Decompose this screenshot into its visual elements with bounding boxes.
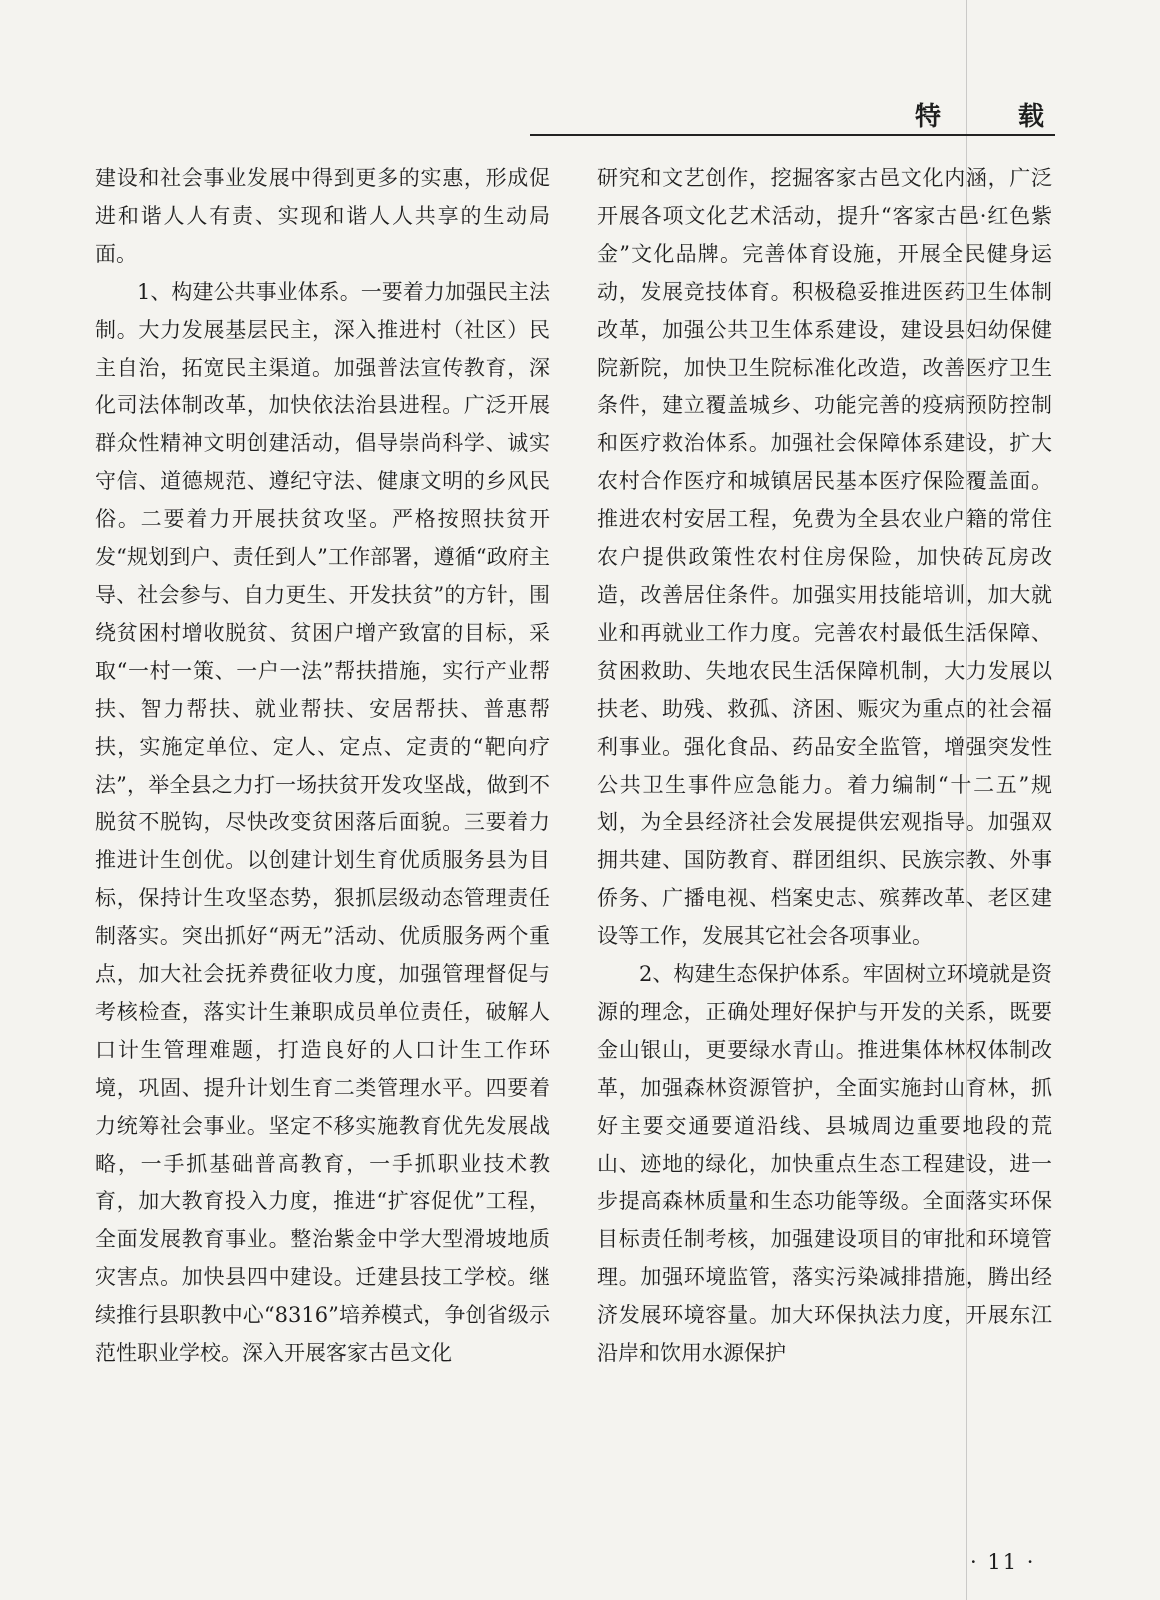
section-header-title: 特 载	[915, 102, 1079, 132]
paragraph-culture-health: 研究和文艺创作，挖掘客家古邑文化内涵，广泛开展各项文化艺术活动，提升“客家古邑·红色紫金”文化品牌。完善体育设施，开展全民健身运动，发展竞技体育。积极稳妥推进医药卫生体制改革，加强公共卫生体系建设，建设县妇幼保健院新院，加快卫生院标准化改造，改善医疗卫生条件，建立覆盖城乡、功能完善的疫病预防控制和医疗救治体系。加强社会保障体系建设，扩大农村合作医疗和城镇居民基本医疗保险覆盖面。推进农村安居工程，免费为全县农业户籍的常住农户提供政策性农村住房保险，加快砖瓦房改造，改善居住条件。加强实用技能培训，加大就业和再就业工作力度。完善农村最低生活保障、贫困救助、失地农民生活保障机制，大力发展以扶老、助残、救孤、济困、赈灾为重点的社会福利事业。强化食品、药品安全监管，增强突发性公共卫生事件应急能力。着力编制“十二五”规划，为全县经济社会发展提供宏观指导。加强双拥共建、国防教育、群团组织、民族宗教、外事侨务、广播电视、档案史志、殡葬改革、老区建设等工作，发展其它社会各项事业。	[597, 166, 1052, 949]
paragraph-continued: 建设和社会事业发展中得到更多的实惠，形成促进和谐人人有责、实现和谐人人共享的生动局面。	[95, 166, 550, 266]
page-number: · 11 ·	[970, 1550, 1036, 1574]
paragraph-ecology: 2、构建生态保护体系。牢固树立环境就是资源的理念，正确处理好保护与开发的关系，既要金山银山，更要绿水青山。推进集体林权体制改革，加强森林资源管护，全面实施封山育林，抓好主要交通要道沿线、县城周边重要地段的荒山、迹地的绿化，加快重点生态工程建设，进一步提高森林质量和生态功能等级。全面落实环保目标责任制考核，加强建设项目的审批和环境管理。加强环境监管，落实污染减排措施，腾出经济发展环境容量。加大环保执法力度，开展东江沿岸和饮用水源保护	[597, 962, 1052, 1366]
header-rule	[530, 134, 1055, 136]
right-text-column	[597, 160, 1052, 1373]
paragraph-public-affairs: 1、构建公共事业体系。一要着力加强民主法制。大力发展基层民主，深入推进村（社区）民主自治，拓宽民主渠道。加强普法宣传教育，深化司法体制改革，加快依法治县进程。广泛开展群众性精神文明创建活动，倡导崇尚科学、诚实守信、道德规范、遵纪守法、健康文明的乡风民俗。二要着力开展扶贫攻坚。严格按照扶贫开发“规划到户、责任到人”工作部署，遵循“政府主导、社会参与、自力更生、开发扶贫”的方针，围绕贫困村增收脱贫、贫困户增产致富的目标，采取“一村一策、一户一法”帮扶措施，实行产业帮扶、智力帮扶、就业帮扶、安居帮扶、普惠帮扶，实施定单位、定人、定点、定责的“靶向疗法”，举全县之力打一场扶贫开发攻坚战，做到不脱贫不脱钩，尽快改变贫困落后面貌。三要着力推进计生创优。以创建计划生育优质服务县为目标，保持计生攻坚态势，狠抓层级动态管理责任制落实。突出抓好“两无”活动、优质服务两个重点，加大社会抚养费征收力度，加强管理督促与考核检查，落实计生兼职成员单位责任，破解人口计生管理难题，打造良好的人口计生工作环境，巩固、提升计划生育二类管理水平。四要着力统筹社会事业。坚定不移实施教育优先发展战略，一手抓基础普高教育，一手抓职业技术教育，加大教育投入力度，推进“扩容促优”工程，全面发展教育事业。整治紫金中学大型滑坡地质灾害点。加快县四中建设。迁建县技工学校。继续推行县职教中心“8316”培养模式，争创省级示范性职业学校。深入开展客家古邑文化	[95, 279, 550, 1366]
left-text-column	[95, 160, 550, 1373]
